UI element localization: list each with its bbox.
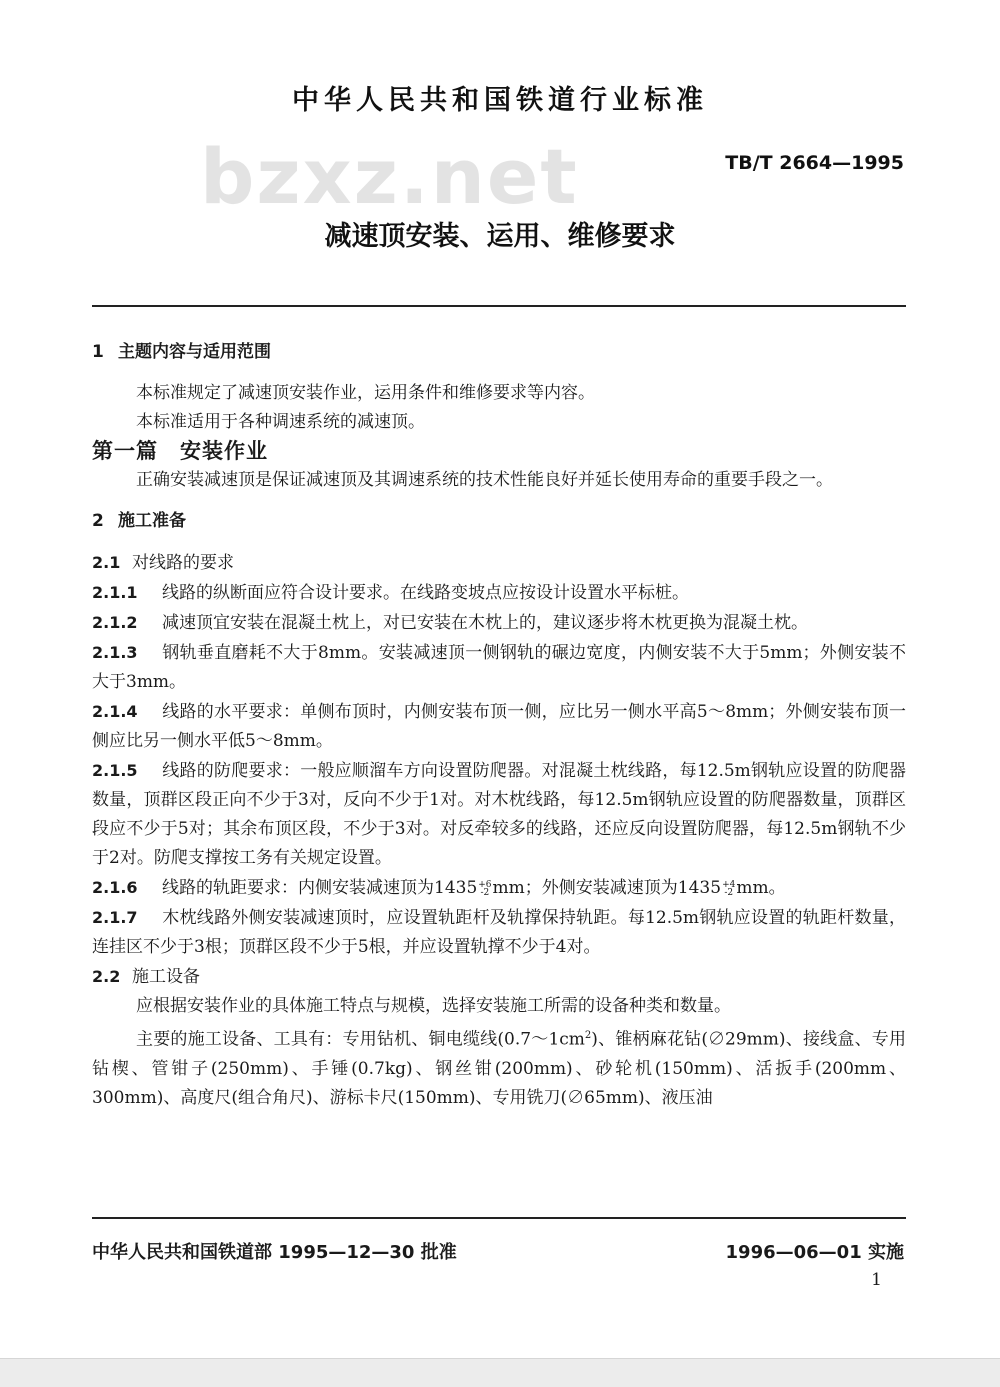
section-number: 1: [92, 342, 104, 362]
body-content: [92, 338, 906, 1113]
viewer-bottom-band: [0, 1358, 1000, 1387]
effective-date: 1996—06—01 实施: [725, 1242, 904, 1263]
clause-text: 线路的纵断面应符合设计要求。在线路变坡点应按设计设置水平标桩。: [162, 583, 689, 603]
clause-text: mm。: [736, 878, 786, 898]
paragraph: 应根据安装作业的具体施工特点与规模，选择安装施工所需的设备种类和数量。: [136, 996, 731, 1016]
bottom-divider: [92, 1217, 906, 1219]
tolerance-2: [722, 881, 735, 897]
watermark: bzxz.net: [200, 132, 579, 221]
top-divider: [92, 305, 906, 307]
tolerance-lower: -2: [480, 887, 490, 898]
paragraph: 本标准规定了减速顶安装作业，运用条件和维修要求等内容。: [136, 383, 595, 403]
paragraph-text: )、锥柄麻花钻(∅29mm)、接线盒、专用钻楔、管钳子(250mm)、手锤(0.7kg)、钢丝钳(200mm)、砂轮机(150mm)、活扳手(200mm、300mm)、高度尺(组合角尺)、游标卡尺(150mm)、专用铣刀(∅65mm)、液压油: [92, 1029, 906, 1108]
clause-text: 钢轨垂直磨耗不大于8mm。安装减速顶一侧钢轨的碾边宽度，内侧安装不大于5mm；外侧安装不大于3mm。: [92, 643, 906, 692]
clause-2-1-7: [92, 903, 906, 962]
paragraph-text: 主要的施工设备、工具有：专用钻机、铜电缆线(0.7～1cm: [136, 1029, 585, 1050]
clause-number: 2.2: [92, 967, 121, 986]
clause-number: 2.1.1: [92, 583, 138, 602]
clause-number: 2.1.6: [92, 878, 138, 897]
approval-line: 中华人民共和国铁道部 1995—12—30 批准: [92, 1242, 457, 1263]
clause-number: 2.1.7: [92, 908, 138, 927]
paragraph: 本标准适用于各种调速系统的减速顶。: [136, 412, 425, 432]
tolerance-lower: -2: [724, 887, 734, 898]
paragraph: 正确安装减速顶是保证减速顶及其调速系统的技术性能良好并延长使用寿命的重要手段之一。: [136, 470, 833, 490]
clause-text: 施工设备: [132, 967, 200, 987]
section-number: 2: [92, 511, 104, 531]
page-number: 1: [871, 1270, 882, 1290]
clause-text: 减速顶宜安装在混凝土枕上，对已安装在木枕上的，建议逐步将木枕更换为混凝土枕。: [162, 613, 808, 633]
org-header: 中华人民共和国铁道行业标准: [292, 85, 708, 116]
standard-code: TB/T 2664—1995: [725, 152, 904, 174]
clause-number: 2.1.3: [92, 643, 138, 662]
clause-text: 线路的水平要求：单侧布顶时，内侧安装布顶一侧，应比另一侧水平高5～8mm；外侧安装布顶一侧应比另一侧水平低5～8mm。: [92, 702, 906, 751]
clause-text: 木枕线路外侧安装减速顶时，应设置轨距杆及轨撑保持轨距。每12.5m钢轨应设置的轨距杆数量，连挂区不少于3根；顶群区段不少于5根，并应设置轨撑不少于4对。: [92, 908, 906, 957]
superscript: 2: [584, 1030, 592, 1041]
part-title: 第一篇 安装作业: [92, 439, 268, 463]
paragraph: [92, 1021, 906, 1113]
clause-2-1-2: [92, 608, 906, 638]
tolerance-upper: +4: [722, 879, 736, 890]
clause-2-1: [92, 548, 906, 578]
clause-2-1-4: [92, 697, 906, 756]
clause-2-1-3: [92, 638, 906, 697]
clause-text: mm；外侧安装减速顶为1435: [492, 878, 722, 898]
clause-number: 2.1.5: [92, 761, 138, 780]
clause-2-1-6: [92, 873, 906, 903]
clause-text: 线路的防爬要求：一般应顺溜车方向设置防爬器。对混凝土枕线路，每12.5m钢轨应设置的防爬器数量，顶群区段正向不少于3对，反向不少于1对。对木枕线路，每12.5m钢轨应设置的防爬器数量，顶群区段应不少于5对；其余布顶区段，不少于3对。对反牵较多的线路，还应反向设置防爬器，每12.5m钢轨不少于2对。防爬支撑按工务有关规定设置。: [92, 761, 906, 868]
clause-text: 对线路的要求: [132, 553, 234, 573]
clause-number: 2.1: [92, 553, 121, 572]
section-2-heading: [92, 507, 906, 536]
clause-number: 2.1.4: [92, 702, 138, 721]
tolerance-1: [478, 881, 491, 897]
clause-2-2: [92, 962, 906, 992]
clause-2-1-1: [92, 578, 906, 608]
document-title: 减速顶安装、运用、维修要求: [324, 221, 676, 252]
section-1-heading: [92, 338, 906, 367]
section-title: 施工准备: [118, 511, 186, 531]
tolerance-upper: +6: [478, 879, 492, 890]
clause-text: 线路的轨距要求：内侧安装减速顶为1435: [162, 878, 478, 898]
section-title: 主题内容与适用范围: [118, 342, 271, 362]
clause-number: 2.1.2: [92, 613, 138, 632]
clause-2-1-5: [92, 756, 906, 873]
